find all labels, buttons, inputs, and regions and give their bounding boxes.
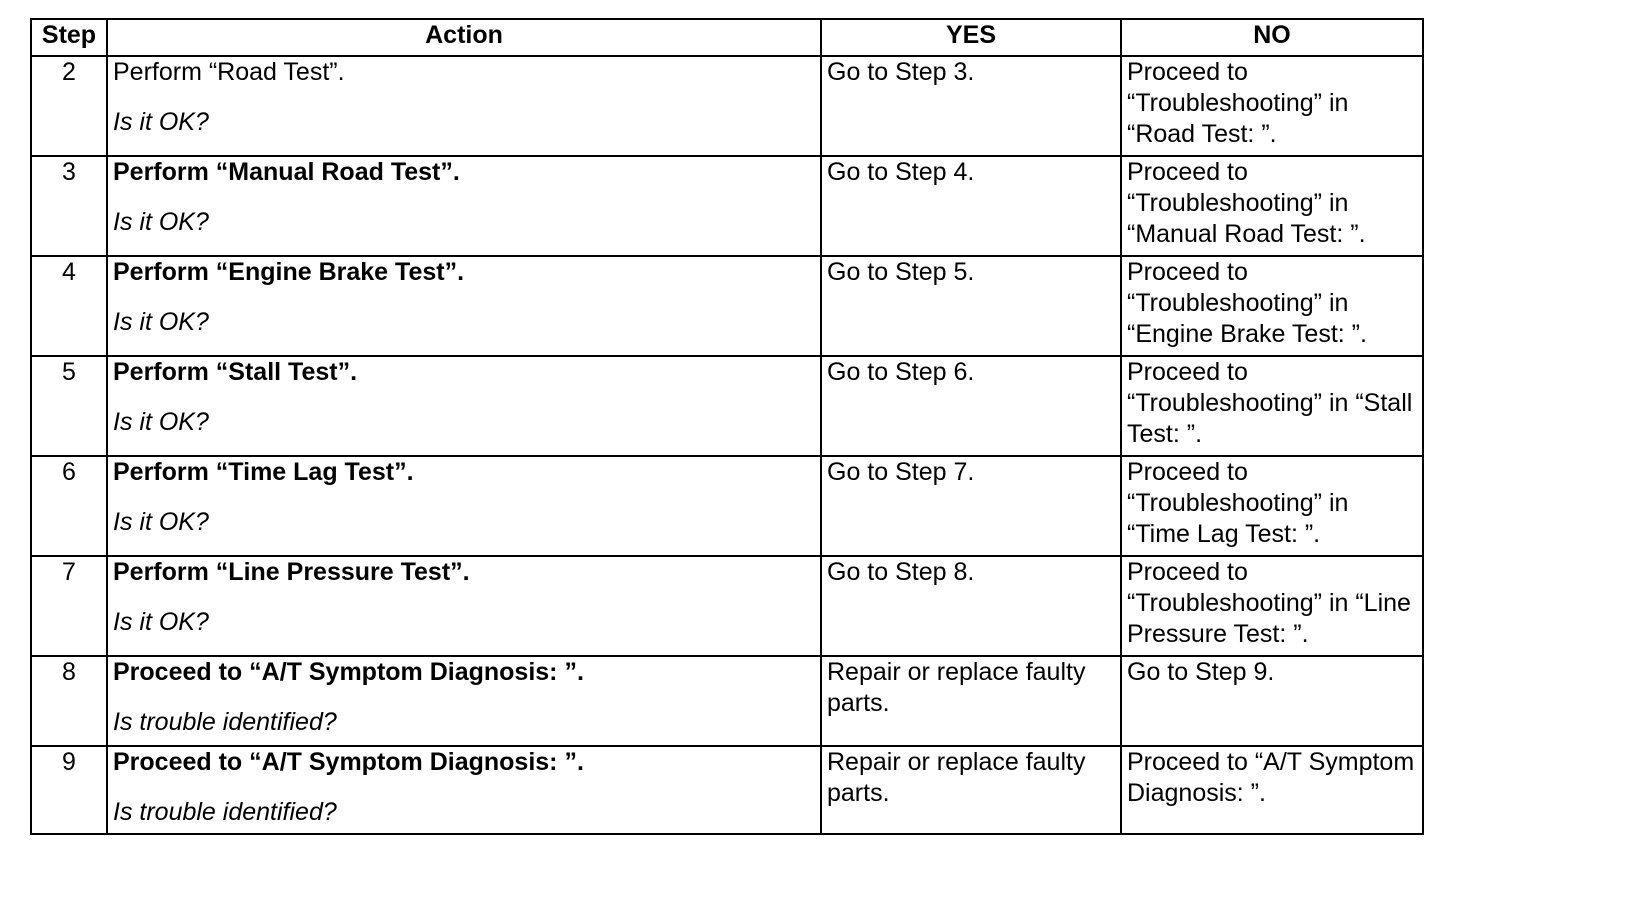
step-cell: 9 [31,746,107,834]
yes-cell [821,156,1121,256]
header-row [31,19,1423,56]
yes-cell [821,656,1121,746]
action-text: Proceed to “A/T Symptom Diagnosis: ”. [113,748,584,776]
yes-cell [821,56,1121,156]
no-cell [1121,746,1423,834]
yes-cell [821,746,1121,834]
step-cell: 7 [31,556,107,656]
action-question: Is trouble identified? [113,708,337,736]
yes-text: Repair or replace faulty parts. [827,748,1086,807]
table-row [31,556,1423,656]
action-text: Proceed to “A/T Symptom Diagnosis: ”. [113,658,584,686]
action-text: Perform “Manual Road Test”. [113,158,460,186]
no-text: Proceed to “Troubleshooting” in “Time Lag Test: ”. [1127,458,1349,548]
table-row [31,156,1423,256]
no-text: Proceed to “Troubleshooting” in “Line Pressure Test: ”. [1127,558,1411,648]
action-question: Is it OK? [113,208,209,236]
yes-text: Repair or replace faulty parts. [827,658,1086,717]
yes-text: Go to Step 8. [827,558,975,586]
yes-cell [821,456,1121,556]
action-cell [107,456,821,556]
no-text: Go to Step 9. [1127,658,1275,686]
step-cell: 4 [31,256,107,356]
action-question: Is it OK? [113,308,209,336]
step-cell: 2 [31,56,107,156]
table-row [31,256,1423,356]
no-cell [1121,556,1423,656]
step-cell: 8 [31,656,107,746]
action-question: Is it OK? [113,508,209,536]
step-cell: 3 [31,156,107,256]
table-row [31,456,1423,556]
no-cell [1121,156,1423,256]
step-cell: 5 [31,356,107,456]
table-row [31,356,1423,456]
action-text: Perform “Engine Brake Test”. [113,258,465,286]
action-question: Is it OK? [113,408,209,436]
action-text: Perform “Line Pressure Test”. [113,558,470,586]
yes-cell [821,256,1121,356]
table-header [31,19,1423,56]
no-text: Proceed to “A/T Symptom Diagnosis: ”. [1127,748,1415,807]
step-cell: 6 [31,456,107,556]
header-step: Step [31,19,107,56]
action-question: Is it OK? [113,108,209,136]
table-body [31,56,1423,834]
no-text: Proceed to “Troubleshooting” in “Engine Brake Test: ”. [1127,258,1367,348]
action-text: Perform “Time Lag Test”. [113,458,414,486]
diagnosis-table [30,18,1424,835]
action-cell [107,556,821,656]
yes-text: Go to Step 7. [827,458,975,486]
action-cell [107,256,821,356]
no-cell [1121,256,1423,356]
action-question: Is it OK? [113,608,209,636]
table-row [31,746,1423,834]
no-text: Proceed to “Troubleshooting” in “Road Test: ”. [1127,58,1349,148]
yes-text: Go to Step 4. [827,158,975,186]
no-text: Proceed to “Troubleshooting” in “Manual Road Test: ”. [1127,158,1366,248]
header-yes: YES [821,19,1121,56]
no-cell [1121,56,1423,156]
header-no: NO [1121,19,1423,56]
yes-cell [821,556,1121,656]
action-question: Is trouble identified? [113,798,337,826]
yes-text: Go to Step 5. [827,258,975,286]
action-text: Perform “Road Test”. [113,58,345,86]
table-row [31,656,1423,746]
table-row [31,56,1423,156]
action-cell [107,56,821,156]
action-text: Perform “Stall Test”. [113,358,358,386]
action-cell [107,356,821,456]
yes-text: Go to Step 3. [827,58,975,86]
no-text: Proceed to “Troubleshooting” in “Stall Test: ”. [1127,358,1413,448]
action-cell [107,656,821,746]
no-cell [1121,456,1423,556]
action-cell [107,746,821,834]
yes-cell [821,356,1121,456]
no-cell [1121,656,1423,746]
yes-text: Go to Step 6. [827,358,975,386]
action-cell [107,156,821,256]
no-cell [1121,356,1423,456]
header-action: Action [107,19,821,56]
